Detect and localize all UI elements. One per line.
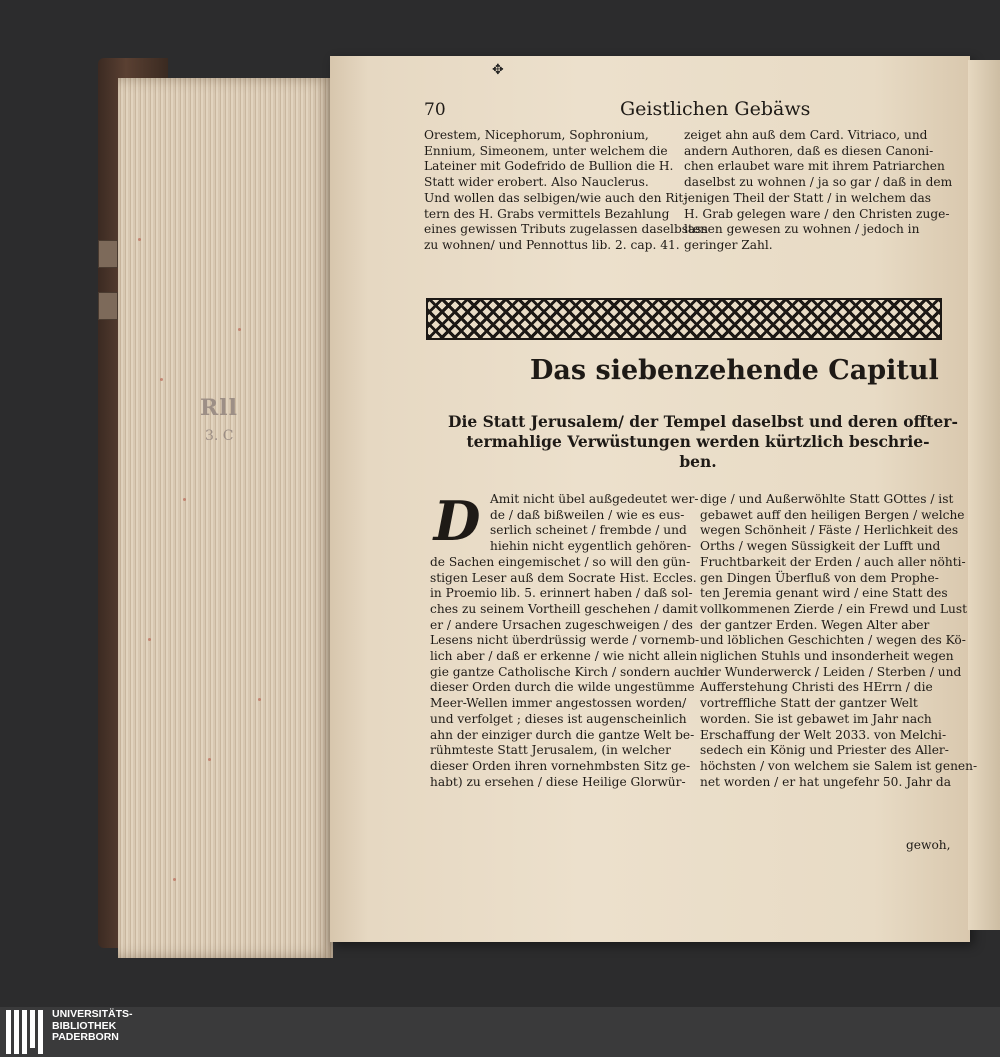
- text-line: zeiget ahn auß dem Card. Vitriaco, und: [684, 128, 928, 142]
- catchword: gewoh,: [906, 838, 951, 852]
- text-line: dieser Orden durch die wilde ungestümme: [430, 680, 695, 695]
- text-line: geringer Zahl.: [684, 237, 773, 252]
- text-line: de / daß bißweilen / wie es eus-: [490, 507, 685, 522]
- page-block-edge: [118, 78, 333, 958]
- speck: [138, 238, 141, 241]
- body-right-column: [700, 492, 977, 790]
- text-line: er / andere Ursachen zugeschweigen / des: [430, 617, 693, 632]
- speck: [160, 378, 163, 381]
- text-line: Und wollen das selbigen/wie auch den Rit-: [424, 190, 688, 205]
- spine-label-sub: 3. C: [205, 428, 234, 444]
- text-line: hiehin nicht eygentlich gehören-: [490, 539, 692, 554]
- clasp-upper: [98, 240, 118, 268]
- speck: [208, 758, 211, 761]
- text-line: der gantzer Erden. Wegen Alter aber: [700, 617, 930, 632]
- text-line: Orestem, Nicephorum, Sophronium,: [424, 128, 649, 142]
- text-line: ahn der einziger durch die gantze Welt be-: [430, 727, 695, 742]
- text-line: Statt wider erobert. Also Nauclerus.: [424, 175, 649, 190]
- running-head: Geistlichen Gebäws: [620, 98, 811, 120]
- top-right-column: [684, 128, 952, 254]
- text-line: lassen gewesen zu wohnen / jedoch in: [684, 222, 920, 237]
- text-line: Lesens nicht überdrüssig werde / vornemb-: [430, 633, 700, 648]
- text-line: de Sachen eingemischet / so will den gün-: [430, 554, 691, 569]
- speck: [258, 698, 261, 701]
- speck: [173, 878, 176, 881]
- top-left-column: [424, 128, 708, 254]
- text-line: gebawet auff den heiligen Bergen / welche: [700, 507, 965, 522]
- text-line: Amit nicht übel außgedeutet wer-: [490, 492, 699, 506]
- text-line: net worden / er hat ungefehr 50. Jahr da: [700, 774, 951, 789]
- text-line: ben.: [679, 452, 717, 471]
- library-name-line: BIBLIOTHEK: [52, 1019, 117, 1032]
- chapter-subtitle: [448, 412, 958, 472]
- text-line: H. Grab gelegen ware / den Christen zuge-: [684, 206, 950, 221]
- text-line: daselbst zu wohnen / ja so gar / daß in dem: [684, 175, 953, 190]
- text-line: Aufferstehung Christi des HErrn / die: [700, 680, 933, 695]
- text-line: Lateiner mit Godefrido de Bullion die H.: [424, 159, 674, 174]
- page-number: 70: [424, 100, 446, 120]
- footer-bar: [0, 1007, 1000, 1057]
- text-line: vollkommenen Zierde / ein Frewd und Lust: [700, 601, 968, 616]
- text-line: habt) zu ersehen / diese Heilige Glorwür-: [430, 774, 686, 789]
- text-line: lich aber / daß er erkenne / wie nicht allein: [430, 649, 698, 664]
- chapter-title: Das siebenzehende Capitul: [530, 355, 939, 386]
- text-line: dige / und Außerwöhlte Statt GOttes / ist: [700, 492, 954, 506]
- text-line: Orths / wegen Süssigkeit der Lufft und: [700, 539, 941, 554]
- text-line: niglichen Stuhls und insonderheit wegen: [700, 649, 954, 664]
- text-line: rühmteste Statt Jerusalem, (in welcher: [430, 743, 671, 758]
- library-name-line: PADERBORN: [52, 1031, 119, 1043]
- text-line: gie gantze Catholische Kirch / sondern auch: [430, 664, 704, 679]
- text-line: und verfolget ; dieses ist augenscheinlich: [430, 711, 687, 726]
- ink-blot-icon: ✥: [492, 62, 504, 78]
- text-line: zu wohnen/ und Pennottus lib. 2. cap. 41.: [424, 237, 680, 252]
- text-line: Die Statt Jerusalem/ der Tempel daselbst und deren offter-: [448, 412, 958, 431]
- text-line: Erschaffung der Welt 2033. von Melchi-: [700, 727, 947, 742]
- text-line: jenigen Theil der Statt / in welchem das: [684, 190, 932, 205]
- text-line: in Proemio lib. 5. erinnert haben / daß sol-: [430, 586, 693, 601]
- drop-cap: D: [433, 489, 481, 553]
- text-line: sedech ein König und Priester des Aller-: [700, 743, 949, 758]
- text-line: eines gewissen Tributs zugelassen daselbsten: [424, 222, 708, 237]
- text-line: vortreffliche Statt der gantzer Welt: [700, 696, 918, 711]
- text-line: serlich scheinet / frembde / und: [490, 523, 687, 538]
- speck: [148, 638, 151, 641]
- text-line: wegen Schönheit / Fäste / Herlichkeit des: [700, 523, 959, 538]
- text-line: Meer-Wellen immer angestossen worden/: [430, 696, 687, 711]
- text-line: stigen Leser auß dem Socrate Hist. Eccles.: [430, 570, 697, 585]
- text-line: gen Dingen Überfluß von dem Prophe-: [700, 570, 939, 585]
- text-line: chen erlaubet ware mit ihrem Patriarchen: [684, 159, 945, 174]
- text-line: der Wunderwerck / Leiden / Sterben / und: [700, 664, 962, 679]
- text-line: andern Authoren, daß es diesen Canoni-: [684, 143, 934, 158]
- text-line: Fruchtbarkeit der Erden / auch aller nöhti-: [700, 554, 966, 569]
- library-name: [52, 1009, 133, 1044]
- text-line: und löblichen Geschichten / wegen des Kö-: [700, 633, 966, 648]
- library-name-line: UNIVERSITÄTS-: [52, 1008, 133, 1020]
- ornament-band: [426, 298, 942, 340]
- text-line: termahlige Verwüstungen werden kürtzlich beschrie-: [466, 432, 930, 451]
- speck: [238, 328, 241, 331]
- speck: [183, 498, 186, 501]
- text-line: höchsten / von welchem sie Salem ist genen-: [700, 758, 978, 773]
- text-line: Ennium, Simeonem, unter welchem die: [424, 143, 668, 158]
- text-line: ten Jeremia genant wird / eine Statt des: [700, 586, 948, 601]
- text-line: dieser Orden ihren vornehmbsten Sitz ge-: [430, 758, 691, 773]
- text-line: tern des H. Grabs vermittels Bezahlung: [424, 206, 670, 221]
- text-line: worden. Sie ist gebawet im Jahr nach: [700, 711, 932, 726]
- library-logo-icon: [4, 1010, 46, 1054]
- text-line: ches zu seinem Vortheill geschehen / damit: [430, 601, 698, 616]
- clasp-lower: [98, 292, 118, 320]
- body-left-column: [430, 489, 704, 790]
- spine-label: Rll: [200, 395, 238, 421]
